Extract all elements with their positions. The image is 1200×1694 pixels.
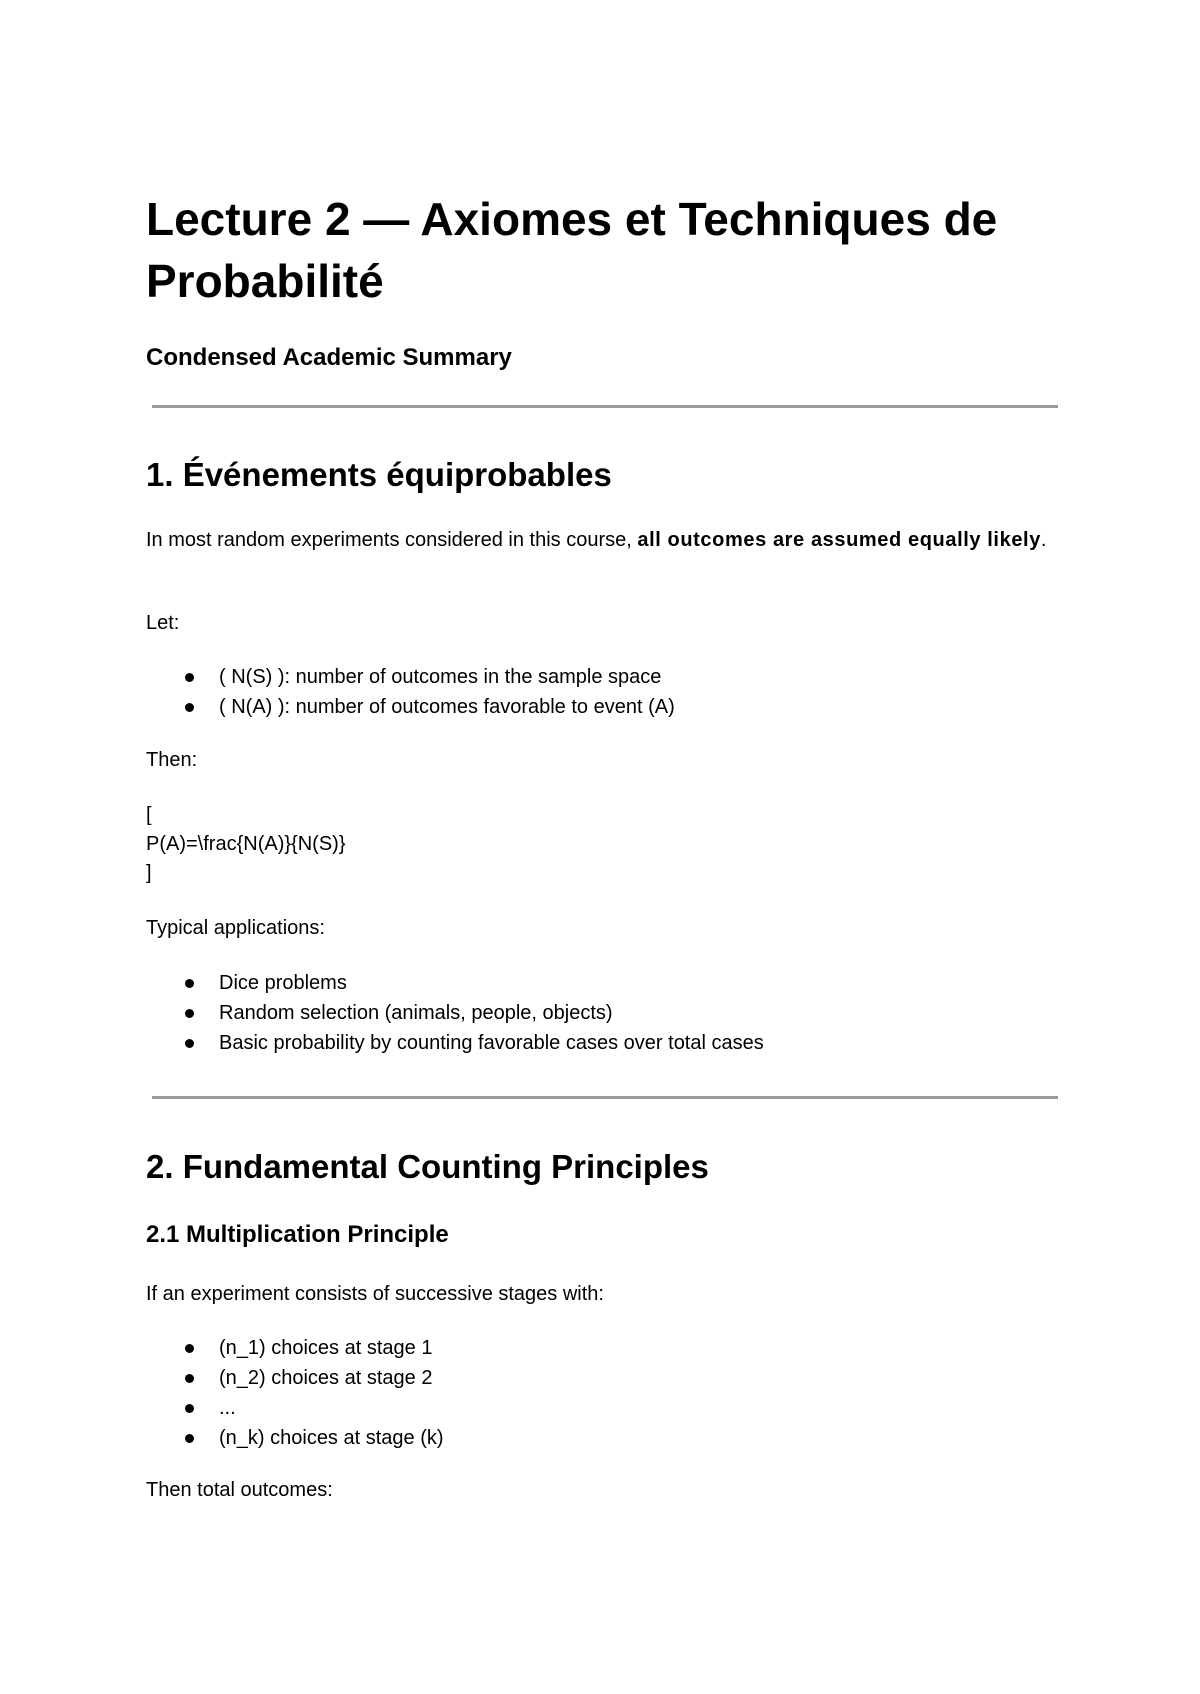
list-item-text: (n_k) choices at stage (k) [219,1427,444,1449]
list-item-text: ... [219,1397,236,1419]
bullet-icon [185,1404,194,1413]
list-item-text: Basic probability by counting favorable cases over total cases [219,1032,764,1054]
document-subtitle: Condensed Academic Summary [146,344,512,371]
bullet-icon [185,673,194,682]
list-item [146,1393,444,1423]
let-list [146,662,675,722]
subsection-2-1-heading: 2.1 Multiplication Principle [146,1221,449,1248]
section-2-heading: 2. Fundamental Counting Principles [146,1148,709,1185]
list-item-text: ( N(A) ): number of outcomes favorable to event (A) [219,696,675,718]
list-item-text: (n_1) choices at stage 1 [219,1337,433,1359]
bullet-icon [185,979,194,988]
let-label: Let: [146,612,180,634]
list-item-text: Random selection (animals, people, objects) [219,1002,613,1024]
section-1-intro [146,525,1061,555]
bullet-icon [185,1434,194,1443]
list-item [146,968,764,998]
bullet-icon [185,1374,194,1383]
list-item [146,1028,764,1058]
then-label: Then: [146,749,198,771]
list-item [146,1363,444,1393]
list-item-text: Dice problems [219,972,347,994]
total-outcomes-label: Then total outcomes: [146,1479,333,1501]
intro-end: . [1040,529,1047,551]
subsection-2-1-intro: If an experiment consists of successive stages with: [146,1283,604,1305]
applications-list [146,968,764,1058]
applications-label: Typical applications: [146,917,325,939]
bullet-icon [185,1344,194,1353]
bullet-icon [185,1039,194,1048]
document-title: Lecture 2 — Axiomes et Techniques de Probabilité [146,193,998,307]
bullet-icon [185,703,194,712]
list-item [146,1423,444,1453]
list-item [146,1333,444,1363]
intro-text: In most random experiments considered in this course, [146,529,638,551]
formula-close: ] [146,862,152,884]
list-item-text: (n_2) choices at stage 2 [219,1367,433,1389]
section-1-heading: 1. Événements équiprobables [146,456,612,493]
list-item [146,998,764,1028]
list-item [146,662,675,692]
formula-open: [ [146,804,152,826]
stages-list [146,1333,444,1453]
list-item-text: ( N(S) ): number of outcomes in the sample space [219,666,662,688]
formula: P(A)=\frac{N(A)}{N(S)} [146,833,346,855]
bullet-icon [185,1009,194,1018]
horizontal-rule [152,1096,1058,1099]
intro-bold-text: all outcomes are assumed equally likely [637,529,1041,551]
list-item [146,692,675,722]
horizontal-rule [152,405,1058,408]
